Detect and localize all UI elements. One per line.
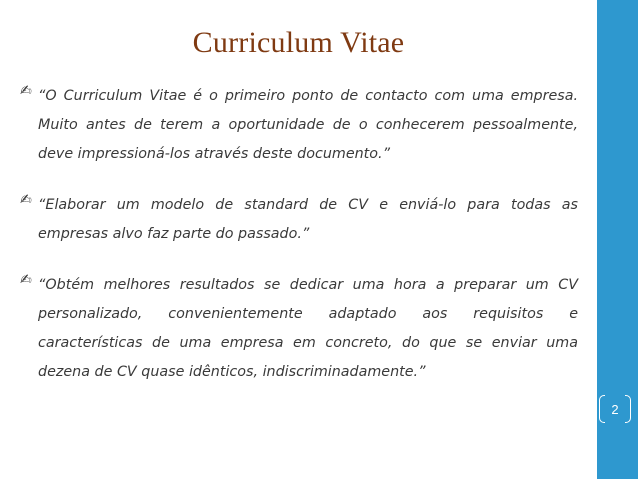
slide-title: Curriculum Vitae (192, 26, 405, 59)
bullet-text: “Obtém melhores resultados se dedicar uma hora a preparar um CV personalizado, convenientemente adaptado aos requisitos e características de uma empresa em concreto, do que se enviar uma dezena de CV quase idênticos, indiscriminadamente.” (38, 277, 578, 380)
bullet-text: “O Curriculum Vitae é o primeiro ponto de contacto com uma empresa. Muito antes de terem a oportunidade de o conhecerem pessoalmente, deve impressioná-los através deste documento.” (38, 88, 578, 162)
writing-hand-icon: ✍ (20, 272, 32, 288)
page-number: 2 (599, 395, 631, 423)
bullet-text: “Elaborar um modelo de standard de CV e enviá-lo para todas as empresas alvo faz parte do passado.” (38, 197, 578, 242)
bullet-item-3 (22, 271, 578, 387)
writing-hand-icon: ✍ (20, 83, 32, 99)
bullet-item-2 (22, 191, 578, 249)
bullet-list (22, 82, 578, 387)
bullet-item-1 (22, 82, 578, 169)
writing-hand-icon: ✍ (20, 192, 32, 208)
